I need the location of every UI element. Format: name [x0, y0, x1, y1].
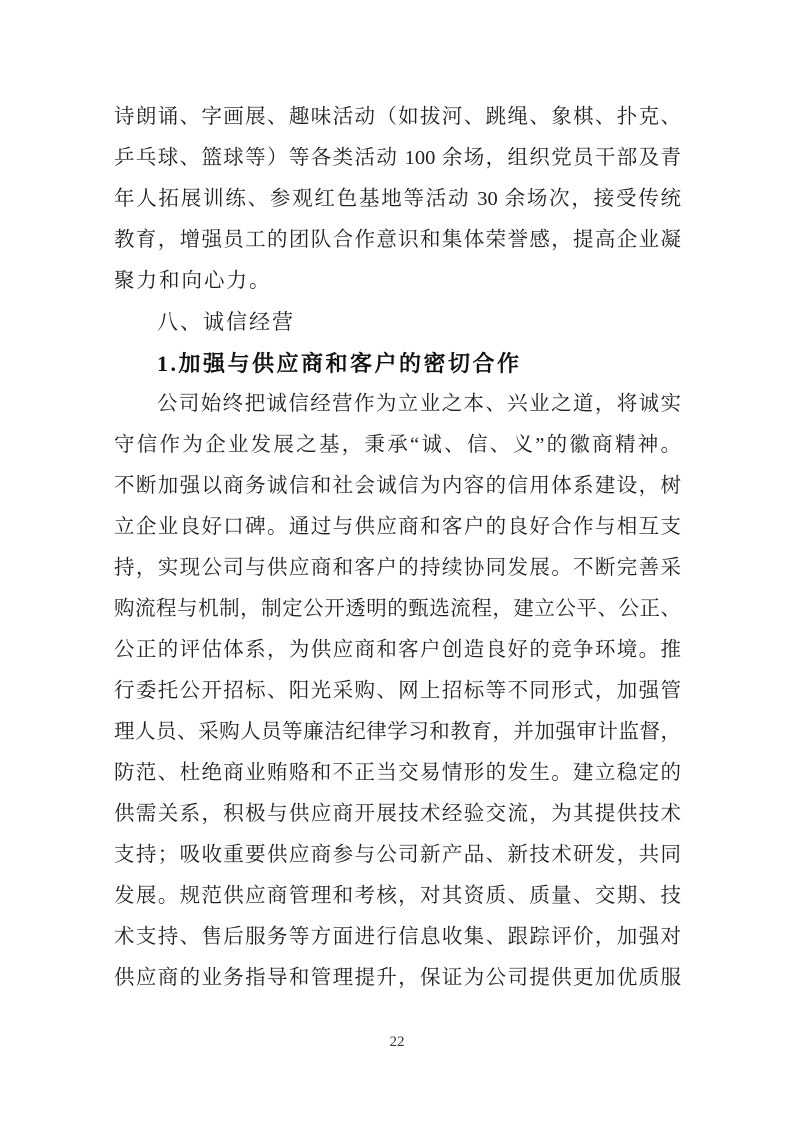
text-line: 公司始终把诚信经营作为立业之本、兴业之道，将诚实	[157, 393, 681, 415]
text-line: 供应商的业务指导和管理提升，保证为公司提供更加优质服	[114, 967, 681, 989]
text-line: 聚力和向心力。	[114, 270, 272, 292]
text-line: 教育，增强员工的团队合作意识和集体荣誉感，提高企业凝	[114, 229, 681, 251]
text-line: 持，实现公司与供应商和客户的持续协同发展。不断完善采	[114, 557, 681, 579]
text-line: 购流程与机制，制定公开透明的甄选流程，建立公平、公正、	[114, 598, 681, 620]
text-line: 诗朗诵、字画展、趣味活动（如拔河、跳绳、象棋、扑克、	[114, 106, 681, 128]
text-line: 理人员、采购人员等廉洁纪律学习和教育，并加强审计监督，	[114, 721, 681, 743]
text-line: 不断加强以商务诚信和社会诚信为内容的信用体系建设，树	[114, 475, 681, 497]
text-line: 供需关系，积极与供应商开展技术经验交流，为其提供技术	[114, 803, 681, 825]
page-number: 22	[389, 1034, 405, 1050]
text-line: 支持；吸收重要供应商参与公司新产品、新技术研发，共同	[114, 844, 681, 866]
text-line: 年人拓展训练、参观红色基地等活动 30 余场次，接受传统	[114, 188, 681, 210]
text-line: 术支持、售后服务等方面进行信息收集、跟踪评价，加强对	[114, 926, 681, 948]
page-footer	[0, 1033, 794, 1051]
text-line: 立企业良好口碑。通过与供应商和客户的良好合作与相互支	[114, 516, 681, 538]
text-line: 发展。规范供应商管理和考核，对其资质、质量、交期、技	[114, 885, 681, 907]
subsection-heading: 1.加强与供应商和客户的密切合作	[157, 351, 522, 376]
text-line: 乒乓球、篮球等）等各类活动 100 余场，组织党员干部及青	[114, 147, 681, 169]
text-line: 公正的评估体系，为供应商和客户创造良好的竞争环境。推	[114, 639, 681, 661]
text-line: 防范、杜绝商业贿赂和不正当交易情形的发生。建立稳定的	[114, 762, 681, 784]
section-heading: 八、诚信经营	[157, 311, 295, 334]
document-content	[114, 97, 681, 999]
body-paragraph	[114, 384, 681, 999]
text-line: 行委托公开招标、阳光采购、网上招标等不同形式，加强管	[114, 680, 681, 702]
text-line: 守信作为企业发展之基，秉承“诚、信、义”的徽商精神。	[114, 434, 681, 456]
continuation-paragraph	[114, 97, 681, 302]
